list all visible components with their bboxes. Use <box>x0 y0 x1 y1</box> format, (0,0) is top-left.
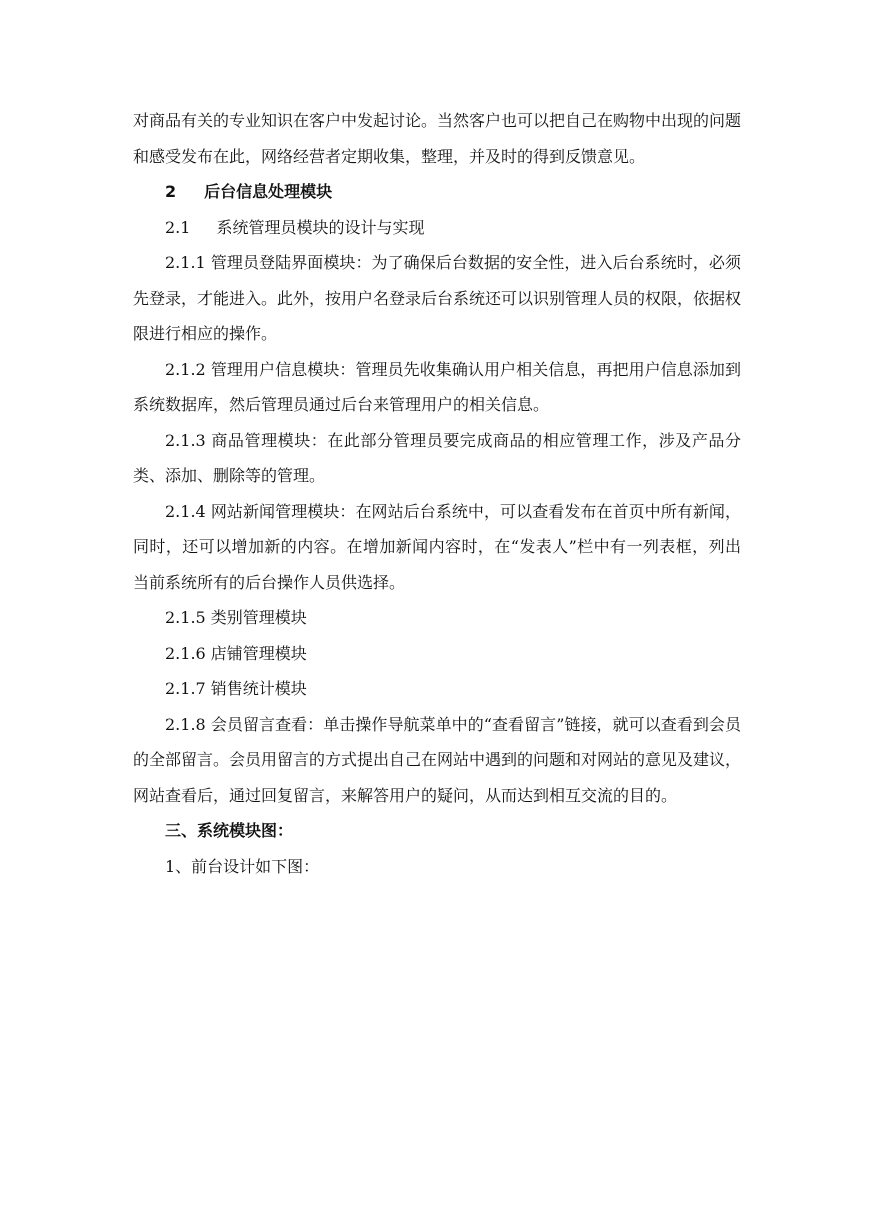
item-2-1-8: 2.1.8 会员留言查看：单击操作导航菜单中的“查看留言”链接，就可以查看到会员的全部留言。会员用留言的方式提出自己在网站中遇到的问题和对网站的意见及建议，网站查看后，通过回复留言，来解答用户的疑问，从而达到相互交流的目的。 <box>133 714 742 805</box>
item-2-1-5: 2.1.5 类别管理模块 <box>165 608 307 627</box>
section-2-heading <box>133 174 741 210</box>
subsection-1-heading: 1、前台设计如下图： <box>165 856 320 876</box>
item-2-1-4: 2.1.4 网站新闻管理模块：在网站后台系统中，可以查看发布在首页中所有新闻，同时，还可以增加新的内容。在增加新闻内容时，在“发表人”栏中有一列表框，列出当前系统所有的后台操作人员供选择。 <box>133 501 741 592</box>
section-2-1-number: 2.1 <box>165 217 191 237</box>
item-2-1-7: 2.1.7 销售统计模块 <box>165 679 307 698</box>
item-2-1-3: 2.1.3 商品管理模块：在此部分管理员要完成商品的相应管理工作，涉及产品分类、添加、删除等的管理。 <box>133 430 741 485</box>
item-2-1-2: 2.1.2 管理用户信息模块：管理员先收集确认用户相关信息，再把用户信息添加到系统数据库，然后管理员通过后台来管理用户的相关信息。 <box>133 359 741 414</box>
document-body <box>133 103 741 884</box>
section-2-number: 2 <box>165 182 177 201</box>
paragraph-continuation: 对商品有关的专业知识在客户中发起讨论。当然客户也可以把自己在购物中出现的问题和感受发布在此，网络经营者定期收集，整理，并及时的得到反馈意见。 <box>133 111 742 166</box>
section-3-title: 三、系统模块图： <box>165 821 294 840</box>
section-2-title: 后台信息处理模块 <box>204 182 333 201</box>
item-2-1-1: 2.1.1 管理员登陆界面模块：为了确保后台数据的安全性，进入后台系统时，必须先登录，才能进入。此外，按用户名登录后台系统还可以识别管理人员的权限，依据权限进行相应的操作。 <box>133 253 742 343</box>
section-2-1-title: 系统管理员模块的设计与实现 <box>216 217 425 237</box>
item-2-1-6: 2.1.6 店铺管理模块 <box>165 643 307 663</box>
section-3-heading <box>133 813 741 849</box>
section-2-1-heading <box>133 210 741 246</box>
